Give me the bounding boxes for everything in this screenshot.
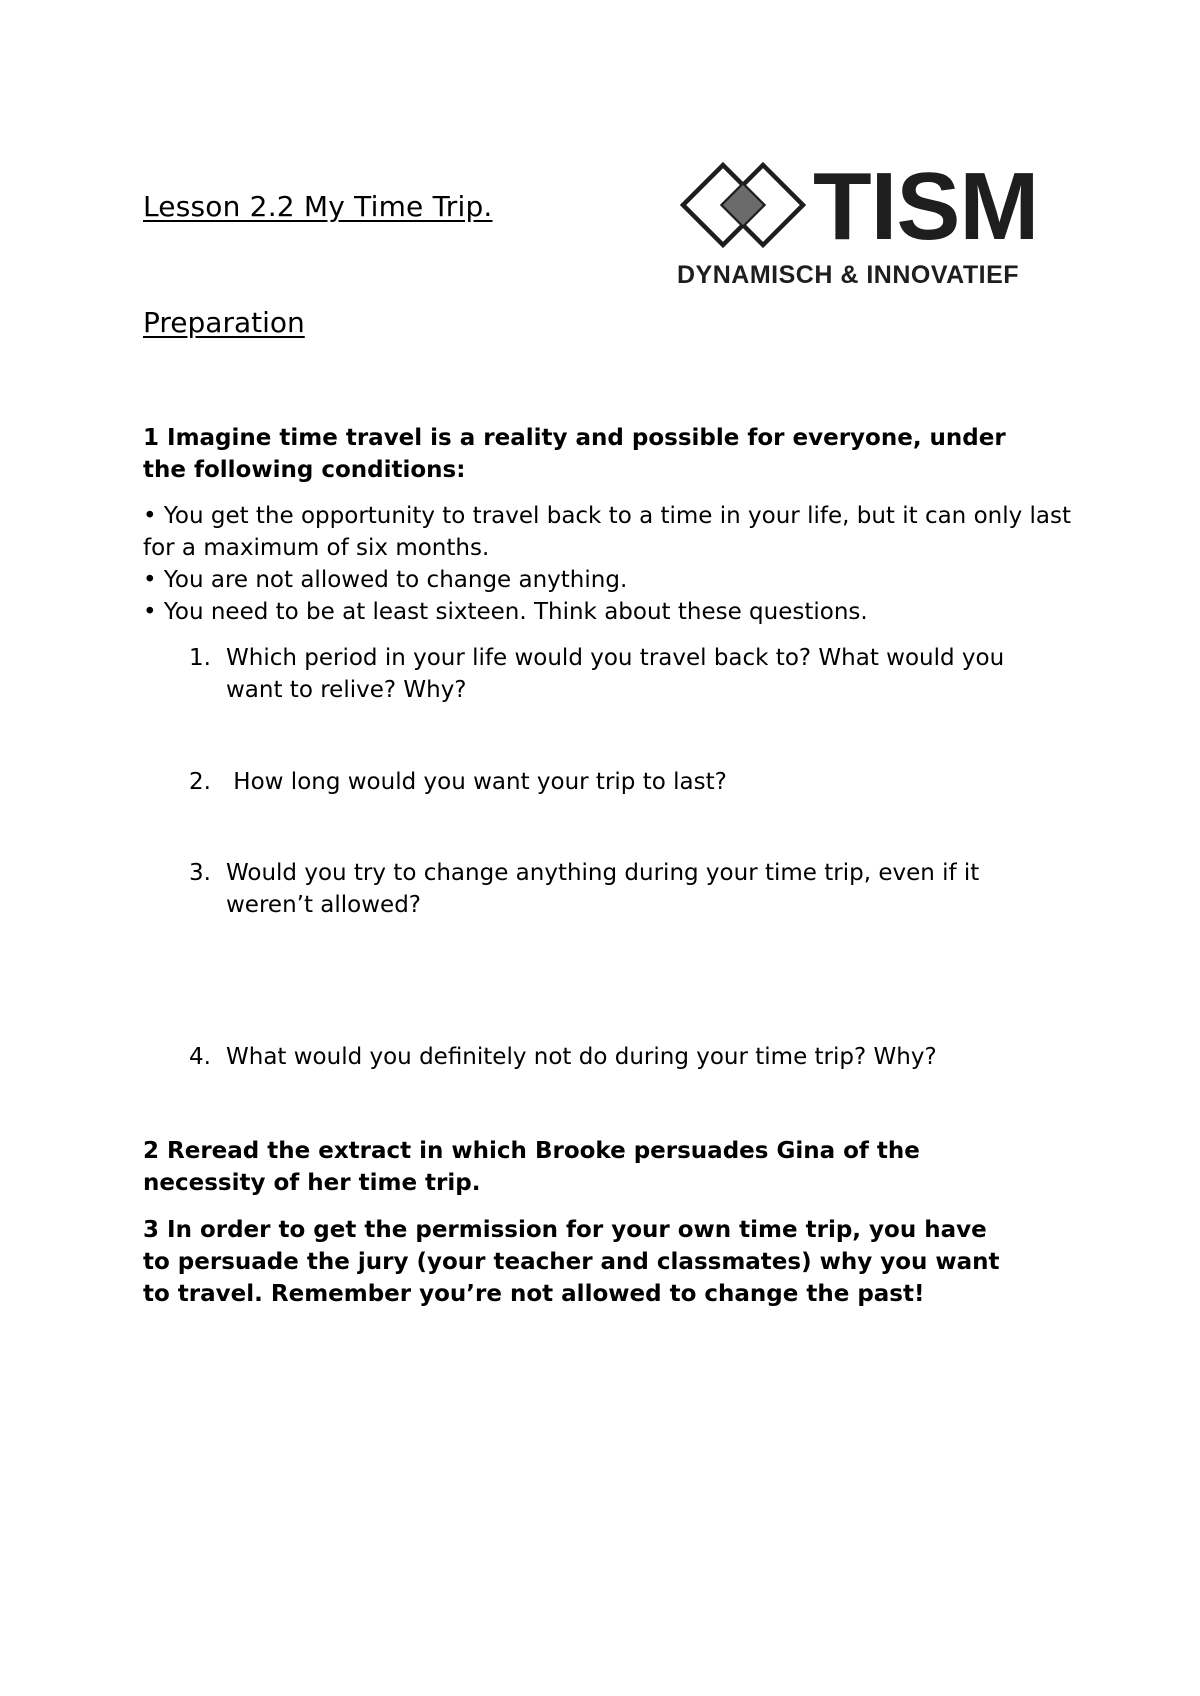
list-item <box>143 766 1073 798</box>
list-item <box>143 596 1073 628</box>
subquestion-line1: Would you try to change anything during your time trip, even if it <box>226 860 980 886</box>
condition-text: You need to be at least sixteen. Think about these questions. <box>163 599 868 625</box>
question-3 <box>143 1214 1073 1310</box>
condition-text: You are not allowed to change anything. <box>163 567 628 593</box>
subquestion-line2: weren’t allowed? <box>226 892 421 918</box>
question-3-line2: to persuade the jury (your teacher and classmates) why you want <box>143 1249 1000 1275</box>
list-item <box>143 857 1073 921</box>
subquestion-line1: What would you definitely not do during your time trip? Why? <box>226 1044 937 1070</box>
question-3-line1: 3 In order to get the permission for your own time trip, you have <box>143 1217 987 1243</box>
list-item <box>143 564 1073 596</box>
subquestion-line1: Which period in your life would you travel back to? What would you <box>226 645 1005 671</box>
conditions-list <box>143 500 1073 628</box>
subquestion-number: 4. <box>189 1044 211 1070</box>
list-item <box>143 1041 1073 1073</box>
logo-wordmark: TISM <box>813 155 1039 260</box>
subquestion-number: 3. <box>189 860 211 886</box>
subquestion-number: 2. <box>189 769 211 795</box>
tism-logo <box>675 155 1095 295</box>
subquestion-line1: How long would you want your trip to last? <box>226 769 727 795</box>
question-3-line3: to travel. Remember you’re not allowed to change the past! <box>143 1281 925 1307</box>
question-1-line1: 1 Imagine time travel is a reality and possible for everyone, under <box>143 425 1006 451</box>
subquestion-line2: want to relive? Why? <box>226 677 467 703</box>
section-heading: Preparation <box>143 306 305 339</box>
bullet-symbol: • <box>143 599 157 625</box>
subquestion-number: 1. <box>189 645 211 671</box>
list-item <box>143 500 1073 564</box>
lesson-title: Lesson 2.2 My Time Trip. <box>143 190 493 223</box>
question-1 <box>143 422 1073 486</box>
worksheet-content <box>143 422 1073 1310</box>
question-1-line2: the following conditions: <box>143 457 466 483</box>
bullet-symbol: • <box>143 567 157 593</box>
double-diamond-icon <box>675 155 1095 295</box>
logo-tagline: DYNAMISCH & INNOVATIEF <box>677 261 1020 289</box>
list-item <box>143 642 1073 706</box>
subquestions-list <box>143 642 1073 1073</box>
question-2-line1: 2 Reread the extract in which Brooke persuades Gina of the <box>143 1138 920 1164</box>
condition-text: You get the opportunity to travel back to a time in your life, but it can only last for a maximum of six months. <box>143 503 1072 561</box>
question-2 <box>143 1135 1073 1199</box>
bullet-symbol: • <box>143 503 157 529</box>
question-2-line2: necessity of her time trip. <box>143 1170 481 1196</box>
